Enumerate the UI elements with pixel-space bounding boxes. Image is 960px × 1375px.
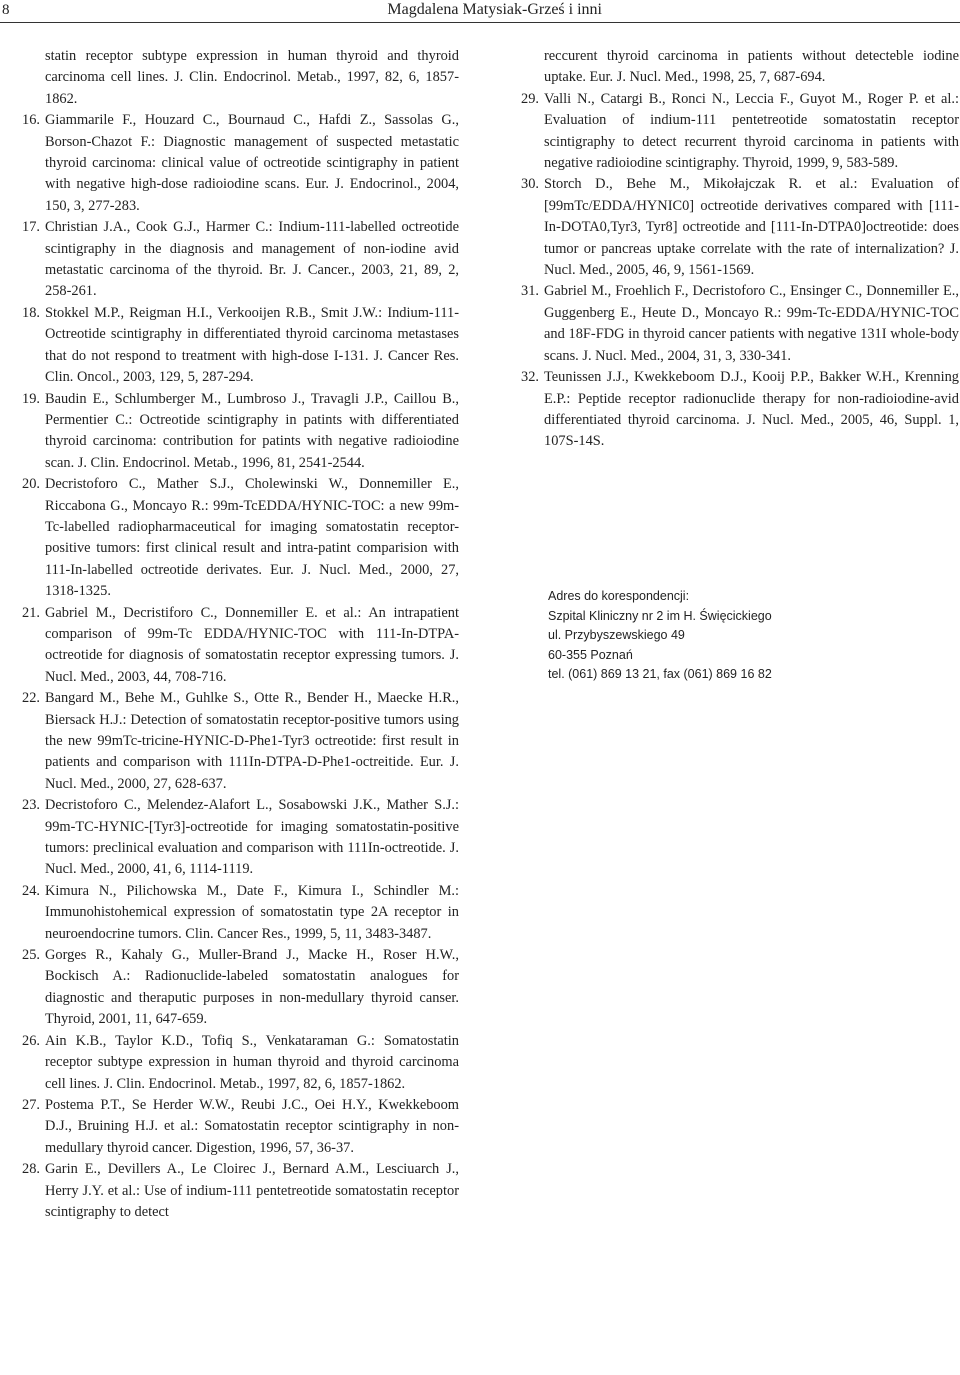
- reference-text: Stokkel M.P., Reigman H.I., Verkooijen R.B., Smit J.W.: Indium-111-Octreotide scintigraphy in differentiated thyroid carcinoma metastases that do not respond to treatment with high-dose I-131. J. Cancer Res. Clin. Oncol., 2003, 129, 5, 287-294.: [45, 304, 459, 386]
- reference-number: 21.: [22, 604, 40, 621]
- reference-25: [22, 945, 459, 1031]
- reference-21: [22, 603, 459, 689]
- reference-26: [22, 1031, 459, 1095]
- reference-number: 30.: [521, 176, 539, 193]
- contact-institution: Szpital Kliniczny nr 2 im H. Święcickiego: [548, 608, 772, 623]
- reference-number: 20.: [22, 476, 40, 493]
- correspondence-address: [548, 587, 908, 685]
- reference-31: [521, 281, 959, 367]
- reference-text: Ain K.B., Taylor K.D., Tofiq S., Venkataraman G.: Somatostatin receptor subtype expression in human thyroid and thyroid carcinoma cell lines. J. Clin. Endocrinol. Metab., 1997, 82, 6, 1857-1862.: [45, 1032, 459, 1092]
- reference-27: [22, 1095, 459, 1159]
- reference-29: [521, 89, 959, 175]
- reference-text: Giammarile F., Houzard C., Bournaud C., Hafdi Z., Sassolas G., Borson-Chazot F.: Diagnostic management of suspected metastatic thyroid carcinoma: clinical value of octreotide scintigraphy in patient with negative high-dose radioiodine scans. Eur. J. Endocrinol., 2004, 150, 3, 277-283.: [45, 112, 459, 214]
- reference-text: Decristoforo C., Melendez-Alafort L., Sosabowski J.K., Mather S.J.: 99m-TC-HYNIC-[Tyr3]-octreotide for imaging somatostatin-positive tumors: preclinical evaluation and comparison with 111In-octreotide. J. Nucl. Med., 2000, 41, 6, 1114-1119.: [45, 797, 459, 878]
- reference-number: 26.: [22, 1032, 40, 1049]
- reference-28: [22, 1159, 459, 1223]
- reference-number: 19.: [22, 390, 40, 407]
- running-head: Magdalena Matysiak-Grześ i inni: [387, 1, 602, 18]
- reference-24: [22, 881, 459, 945]
- reference-text: Kimura N., Pilichowska M., Date F., Kimura I., Schindler M.: Immunohistohemical expression of somatostatin type 2A receptor in neuroendocrine tumors. Clin. Cancer Res., 1999, 5, 11, 3483-3487.: [45, 882, 459, 942]
- reference-text: Teunissen J.J., Kwekkeboom D.J., Kooij P.P., Bakker W.H., Krenning E.P.: Peptide receptor radionuclide therapy for non-radioiodine-avid differentiated thyroid carcinoma. J. Nucl. Med., 2005, 46, Suppl. 1, 107S-14S.: [544, 369, 959, 450]
- reference-text: Decristoforo C., Mather S.J., Cholewinski W., Donnemiller E., Riccabona G., Moncayo R.: 99m-TcEDDA/HYNIC-TOC: a new 99m-Tc-labelled radiopharmaceutical for imaging somatostatin receptor-positive tumors: first clinical result and intra-patint comparision with 111-In-labelled octreotide derivates. Eur. J. Nucl. Med., 2000, 27, 1318-1325.: [45, 476, 459, 600]
- reference-text: Postema P.T., Se Herder W.W., Reubi J.C., Oei H.Y., Kwekkeboom D.J., Bruining H.J. et al.: Somatostatin receptor scintigraphy in non-medullary thyroid cancer. Digestion, 1996, 57, 36-37.: [45, 1096, 459, 1156]
- reference-19: [22, 389, 459, 475]
- references-right-column: [521, 46, 959, 453]
- reference-number: 31.: [521, 283, 539, 300]
- contact-street: ul. Przybyszewskiego 49: [548, 628, 685, 642]
- reference-number: 32.: [521, 369, 539, 386]
- reference-number: 18.: [22, 304, 40, 321]
- reference-number: 24.: [22, 882, 40, 899]
- reference-text: Gorges R., Kahaly G., Muller-Brand J., Macke H., Roser H.W., Bockisch A.: Radionuclide-labeled somatostatin analogues for diagnostic and theraputic purposes in non-medullary thyroid canser. Thyroid, 2001, 11, 647-659.: [45, 947, 459, 1028]
- contact-heading: Adres do korespondencji:: [548, 589, 690, 603]
- reference-text: Christian J.A., Cook G.J., Harmer C.: Indium-111-labelled octreotide scintigraphy in the diagnosis and management of non-iodine avid metastatic carcinoma of the thyroid. Br. J. Cancer., 2003, 21, 89, 2, 258-261.: [45, 219, 459, 300]
- reference-number: 27.: [22, 1096, 40, 1113]
- page-number: 8: [2, 2, 10, 18]
- reference-number: 17.: [22, 219, 40, 236]
- reference-number: 22.: [22, 690, 40, 707]
- references-left-column: [22, 46, 459, 1223]
- reference-text: Gabriel M., Decristiforo C., Donnemiller E. et al.: An intrapatient comparison of 99m-Tc EDDA/HYNIC-TOC with 111-In-DTPA-octreotide for diagnosis of somatostatin receptor expressing tumors. J. Nucl. Med., 2003, 44, 708-716.: [45, 604, 459, 685]
- reference-16: [22, 110, 459, 217]
- reference-text: Valli N., Catargi B., Ronci N., Leccia F., Guyot M., Roger P. et al.: Evaluation of indium-111 pentetreotide somatostatin receptor scintigraphy to detect recurrent thyroid carcinoma in patients with negative radioiodine scintigraphy. Thyroid, 1999, 9, 583-589.: [544, 90, 959, 172]
- reference-number: 16.: [22, 112, 40, 129]
- reference-number: 25.: [22, 947, 40, 964]
- reference-text: Garin E., Devillers A., Le Cloirec J., Bernard A.M., Lesciuarch J., Herry J.Y. et al.: Use of indium-111 pentetreotide somatostatin receptor scintigraphy to detect: [45, 1161, 459, 1220]
- reference-23: [22, 795, 459, 881]
- reference-22: [22, 688, 459, 795]
- reference-text: Gabriel M., Froehlich F., Decristoforo C., Ensinger C., Donnemiller E., Guggenberg E., Heute D., Moncayo R.: 99m-Tc-EDDA/HYNIC-TOC and 18F-FDG in thyroid cancer patients with negative 131I whole-body scans. J. Nucl. Med., 2004, 31, 3, 330-341.: [544, 283, 959, 364]
- reference-18: [22, 303, 459, 389]
- reference-30: [521, 174, 959, 281]
- reference-number: 28.: [22, 1161, 40, 1178]
- reference-text: Storch D., Behe M., Mikołajczak R. et al.: Evaluation of [99mTc/EDDA/HYNIC0] octreotide derivatives compared with [111-In-DOTA0,Tyr3, Tyr8] octreotide and [111-In-DTPA0]octreotide: does tumor or pancreas uptake correlate with the rate of internalization? J. Nucl. Med., 2005, 46, 9, 1561-1569.: [544, 176, 959, 279]
- reference-text: Baudin E., Schlumberger M., Lumbroso J., Travagli J.P., Caillou B., Permentier C.: Octreotide scintigraphy in patints with differentiated thyroid carcinoma: contribution for patints with negative radioiodine scan. J. Clin. Endocrinol. Metab., 1996, 81, 2541-2544.: [45, 390, 459, 471]
- reference-17: [22, 217, 459, 303]
- reference-text: Bangard M., Behe M., Guhlke S., Otte R., Bender H., Maecke H.R., Biersack H.J.: Detection of somatostatin receptor-positive tumors using the new 99mTc-tricine-HYNIC-D-Phe1-Tyr3 octreotide: first result in patients and comparison with 111In-DTPA-D-Phe1-octreitide. Eur. J. Nucl. Med., 2000, 27, 628-637.: [45, 690, 459, 792]
- reference-continuation: statin receptor subtype expression in human thyroid and thyroid carcinoma cell lines. J. Clin. Endocrinol. Metab., 1997, 82, 6, 1857-1862.: [45, 48, 459, 107]
- reference-number: 29.: [521, 90, 539, 107]
- reference-continuation: reccurent thyroid carcinoma in patients without detecteble iodine uptake. Eur. J. Nucl. Med., 1998, 25, 7, 687-694.: [544, 48, 959, 86]
- contact-city: 60-355 Poznań: [548, 647, 633, 662]
- reference-number: 23.: [22, 797, 40, 814]
- reference-20: [22, 474, 459, 602]
- contact-phone: tel. (061) 869 13 21, fax (061) 869 16 82: [548, 667, 772, 681]
- reference-32: [521, 367, 959, 453]
- page-header: [0, 0, 960, 23]
